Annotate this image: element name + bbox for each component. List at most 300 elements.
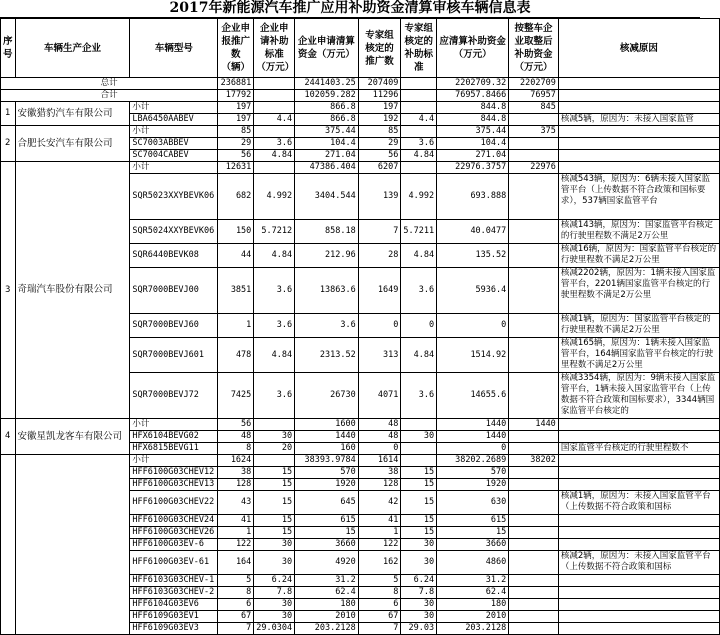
final-fund	[509, 527, 559, 539]
final-fund: 1440	[509, 419, 559, 431]
expert-qty: 56	[358, 150, 401, 162]
expert-std: 30	[401, 551, 437, 575]
vehicle-model: 小计	[130, 455, 218, 467]
reported-qty: 3851	[218, 268, 254, 314]
expert-std: 30	[401, 539, 437, 551]
expert-qty: 48	[358, 431, 401, 443]
vehicle-model: SQR7000BEVJ60	[130, 314, 218, 338]
expert-std	[401, 455, 437, 467]
reduction-reason: 核减165辆，原因为：1辆未接入国家监管平台，164辆国家监管平台核定的行驶里程数不满足2万公里	[558, 338, 719, 373]
reported-qty: 1	[218, 314, 254, 338]
expert-qty: 5	[358, 575, 401, 587]
reduction-reason	[558, 138, 719, 150]
header-company: 车辆生产企业	[15, 19, 130, 78]
applied-fund: 38393.9784	[295, 455, 359, 467]
expert-qty: 162	[358, 551, 401, 575]
expert-std: 4.992	[401, 174, 437, 220]
fund-due: 844.8	[437, 114, 509, 126]
applied-fund: 180	[295, 599, 359, 611]
apply-std: 3.6	[254, 268, 295, 314]
expert-std: 6.24	[401, 575, 437, 587]
apply-std: 29.0304	[254, 623, 295, 635]
reduction-reason	[558, 575, 719, 587]
subtotal-final: 76957	[509, 90, 559, 102]
expert-std: 15	[401, 491, 437, 515]
company-subtotal-row	[1, 126, 720, 138]
fund-due: 1440	[437, 419, 509, 431]
subtotal-label: 合计	[1, 90, 218, 102]
reported-qty: 48	[218, 431, 254, 443]
applied-fund: 2010	[295, 611, 359, 623]
applied-fund: 47386.404	[295, 162, 359, 174]
apply-std: 3.6	[254, 314, 295, 338]
final-fund	[509, 338, 559, 373]
total-final: 2202709	[509, 78, 559, 90]
expert-std: 29.03	[401, 623, 437, 635]
expert-qty: 48	[358, 419, 401, 431]
fund-due: 104.4	[437, 138, 509, 150]
applied-fund: 15	[295, 527, 359, 539]
header-reason: 核减原因	[558, 19, 719, 78]
final-fund	[509, 623, 559, 635]
reported-qty: 122	[218, 539, 254, 551]
final-fund	[509, 491, 559, 515]
applied-fund: 203.2128	[295, 623, 359, 635]
header-reported-qty: 企业申报推广数（辆）	[218, 19, 254, 78]
apply-std: 30	[254, 611, 295, 623]
reported-qty: 29	[218, 138, 254, 150]
reported-qty: 44	[218, 244, 254, 268]
total-label: 总计	[1, 78, 218, 90]
fund-due: 180	[437, 599, 509, 611]
reported-qty: 197	[218, 114, 254, 126]
expert-std: 15	[401, 479, 437, 491]
company-no	[1, 455, 16, 635]
expert-std: 15	[401, 527, 437, 539]
final-fund	[509, 150, 559, 162]
final-fund	[509, 599, 559, 611]
header-std: 企业申请补助标准（万元）	[254, 19, 295, 78]
apply-std	[254, 455, 295, 467]
apply-std: 15	[254, 467, 295, 479]
apply-std: 7.8	[254, 587, 295, 599]
reported-qty: 478	[218, 338, 254, 373]
applied-fund: 4920	[295, 551, 359, 575]
reduction-reason: 核减5辆，原因为：未接入国家监管	[558, 114, 719, 126]
vehicle-model: HFF6100G03CHEV22	[130, 491, 218, 515]
final-fund: 845	[509, 102, 559, 114]
subsidy-table	[0, 18, 720, 635]
apply-std: 15	[254, 527, 295, 539]
applied-fund: 62.4	[295, 587, 359, 599]
apply-std	[254, 126, 295, 138]
fund-due: 271.04	[437, 150, 509, 162]
reported-qty: 7	[218, 623, 254, 635]
reported-qty: 5	[218, 575, 254, 587]
reduction-reason: 核减143辆，原因为：国家监管平台核定的行驶里程数不满足2万公里	[558, 220, 719, 244]
fund-due: 0	[437, 314, 509, 338]
total-applied-fund: 2441403.25	[295, 78, 359, 90]
expert-std	[401, 102, 437, 114]
total-reported-qty: 236881	[218, 78, 254, 90]
header-model: 车辆型号	[130, 19, 218, 78]
expert-std: 30	[401, 431, 437, 443]
vehicle-model: HFF6100G03CHEV13	[130, 479, 218, 491]
apply-std: 3.6	[254, 138, 295, 150]
vehicle-model: HFF6103G03CHEV-2	[130, 587, 218, 599]
fund-due: 375.44	[437, 126, 509, 138]
expert-std	[401, 162, 437, 174]
vehicle-model: LBA6450AABEV	[130, 114, 218, 126]
applied-fund: 570	[295, 467, 359, 479]
apply-std: 15	[254, 491, 295, 515]
applied-fund: 866.8	[295, 102, 359, 114]
reduction-reason	[558, 623, 719, 635]
fund-due: 22976.3757	[437, 162, 509, 174]
reported-qty: 1624	[218, 455, 254, 467]
fund-due: 844.8	[437, 102, 509, 114]
reduction-reason	[558, 431, 719, 443]
reduction-reason: 国家监管平台核定的行驶里程数不	[558, 443, 719, 455]
applied-fund: 866.8	[295, 114, 359, 126]
expert-std: 3.6	[401, 268, 437, 314]
expert-qty: 4071	[358, 373, 401, 419]
fund-due: 40.0477	[437, 220, 509, 244]
fund-due: 615	[437, 515, 509, 527]
vehicle-model: HFF6100G03EV-6	[130, 539, 218, 551]
company-name	[15, 455, 130, 635]
expert-std: 30	[401, 599, 437, 611]
company-name: 合肥长安汽车有限公司	[15, 126, 130, 162]
apply-std	[254, 102, 295, 114]
subtotal-expert-qty: 11296	[358, 90, 401, 102]
reported-qty: 41	[218, 515, 254, 527]
company-no: 3	[1, 162, 16, 419]
apply-std	[254, 162, 295, 174]
expert-qty: 192	[358, 114, 401, 126]
vehicle-model: HFX6815BEVG11	[130, 443, 218, 455]
fund-due: 135.52	[437, 244, 509, 268]
expert-qty: 41	[358, 515, 401, 527]
apply-std: 30	[254, 551, 295, 575]
company-subtotal-row	[1, 162, 720, 174]
final-fund	[509, 244, 559, 268]
expert-std	[401, 126, 437, 138]
applied-fund: 1440	[295, 431, 359, 443]
vehicle-model: HFF6109G03EV1	[130, 611, 218, 623]
total-row	[1, 78, 720, 90]
fund-due: 2010	[437, 611, 509, 623]
vehicle-model: SQR6440BEVK08	[130, 244, 218, 268]
vehicle-model: 小计	[130, 162, 218, 174]
apply-std: 30	[254, 539, 295, 551]
reduction-reason	[558, 527, 719, 539]
applied-fund: 615	[295, 515, 359, 527]
fund-due: 570	[437, 467, 509, 479]
vehicle-model: HFF6100G03CHEV26	[130, 527, 218, 539]
fund-due: 1920	[437, 479, 509, 491]
fund-due: 15	[437, 527, 509, 539]
vehicle-model: SC7004CABEV	[130, 150, 218, 162]
company-name: 安徽猎豹汽车有限公司	[15, 102, 130, 126]
expert-qty: 0	[358, 443, 401, 455]
reduction-reason	[558, 467, 719, 479]
subtotal-fund-due: 76957.8466	[437, 90, 509, 102]
total-fund-due: 2202709.32	[437, 78, 509, 90]
company-name: 奇瑞汽车股份有限公司	[15, 162, 130, 419]
expert-std: 4.84	[401, 150, 437, 162]
reported-qty: 56	[218, 419, 254, 431]
vehicle-model: SC7003ABBEV	[130, 138, 218, 150]
expert-qty: 128	[358, 479, 401, 491]
reported-qty: 150	[218, 220, 254, 244]
expert-qty: 42	[358, 491, 401, 515]
expert-qty: 0	[358, 314, 401, 338]
reduction-reason: 核减2辆，原因为：未接入国家监管平台（上传数据不符合政策和国标	[558, 551, 719, 575]
fund-due: 0	[437, 443, 509, 455]
header-fund-due: 应清算补助资金（万元）	[437, 19, 509, 78]
expert-qty: 6207	[358, 162, 401, 174]
reduction-reason	[558, 587, 719, 599]
final-fund	[509, 220, 559, 244]
expert-qty: 1649	[358, 268, 401, 314]
reported-qty: 682	[218, 174, 254, 220]
fund-due: 62.4	[437, 587, 509, 599]
reduction-reason: 核减1辆，原因为：未接入国家监管平台（上传数据不符合政策和国标	[558, 491, 719, 515]
applied-fund: 3.6	[295, 314, 359, 338]
expert-std: 4.84	[401, 338, 437, 373]
vehicle-model: HFF6103G03CHEV-1	[130, 575, 218, 587]
company-subtotal-row	[1, 102, 720, 114]
apply-std	[254, 419, 295, 431]
final-fund	[509, 431, 559, 443]
expert-std: 3.6	[401, 373, 437, 419]
vehicle-model: HFF6100G03EV-61	[130, 551, 218, 575]
reported-qty: 197	[218, 102, 254, 114]
reduction-reason	[558, 419, 719, 431]
vehicle-model: 小计	[130, 126, 218, 138]
apply-std: 20	[254, 443, 295, 455]
reduction-reason	[558, 611, 719, 623]
fund-due: 693.888	[437, 174, 509, 220]
final-fund	[509, 373, 559, 419]
expert-qty: 1614	[358, 455, 401, 467]
final-fund	[509, 515, 559, 527]
fund-due: 1440	[437, 431, 509, 443]
applied-fund: 2313.52	[295, 338, 359, 373]
total-expert-qty: 207409	[358, 78, 401, 90]
expert-qty: 139	[358, 174, 401, 220]
fund-due: 4860	[437, 551, 509, 575]
vehicle-model: HFX6104BEVG02	[130, 431, 218, 443]
applied-fund: 26730	[295, 373, 359, 419]
vehicle-model: HFF6104G03EV6	[130, 599, 218, 611]
final-fund	[509, 467, 559, 479]
vehicle-model: HFF6109G03EV3	[130, 623, 218, 635]
apply-std: 4.84	[254, 338, 295, 373]
applied-fund: 271.04	[295, 150, 359, 162]
vehicle-model: SQR7000BEVJ00	[130, 268, 218, 314]
reduction-reason	[558, 162, 719, 174]
apply-std: 30	[254, 431, 295, 443]
subtotal-row	[1, 90, 720, 102]
fund-due: 38202.2689	[437, 455, 509, 467]
company-name: 安徽星凯龙客车有限公司	[15, 419, 130, 455]
final-fund: 22976	[509, 162, 559, 174]
header-expert-qty: 专家组核定的推广数	[358, 19, 401, 78]
header-expert-std: 专家组核定的补助标准	[401, 19, 437, 78]
final-fund	[509, 587, 559, 599]
reduction-reason	[558, 539, 719, 551]
expert-std: 0	[401, 314, 437, 338]
final-fund: 375	[509, 126, 559, 138]
expert-std: 4.4	[401, 114, 437, 126]
expert-std: 4.84	[401, 244, 437, 268]
applied-fund: 160	[295, 443, 359, 455]
reduction-reason	[558, 515, 719, 527]
apply-std: 15	[254, 515, 295, 527]
applied-fund: 104.4	[295, 138, 359, 150]
reported-qty: 8	[218, 443, 254, 455]
apply-std: 30	[254, 599, 295, 611]
reported-qty: 1	[218, 527, 254, 539]
reduction-reason: 核减2202辆，原因为：1辆未接入国家监管平台，2201辆国家监管平台核定的行驶里程数不满足2万公里	[558, 268, 719, 314]
vehicle-model: SQR5024XXYBEVK06	[130, 220, 218, 244]
final-fund	[509, 575, 559, 587]
subtotal-reported-qty: 17792	[218, 90, 254, 102]
expert-qty: 7	[358, 220, 401, 244]
subtotal-applied-fund: 102059.282	[295, 90, 359, 102]
reduction-reason: 核减3354辆，原因为：9辆未接入国家监管平台，1辆未接入国家监管平台（上传数据不符合政策和国标要求），3344辆国家监管平台核定的	[558, 373, 719, 419]
final-fund	[509, 551, 559, 575]
expert-std: 15	[401, 515, 437, 527]
reduction-reason	[558, 599, 719, 611]
expert-qty: 38	[358, 467, 401, 479]
header-no: 序号	[1, 19, 16, 78]
final-fund	[509, 611, 559, 623]
expert-qty: 6	[358, 599, 401, 611]
header-applied-fund: 企业申请清算资金（万元）	[295, 19, 359, 78]
page-title: 2017年新能源汽车推广应用补助资金清算审核车辆信息表	[0, 0, 700, 18]
reported-qty: 12631	[218, 162, 254, 174]
final-fund: 38202	[509, 455, 559, 467]
reduction-reason	[558, 479, 719, 491]
expert-qty: 313	[358, 338, 401, 373]
vehicle-model: SQR7000BEVJ601	[130, 338, 218, 373]
applied-fund: 645	[295, 491, 359, 515]
apply-std: 4.992	[254, 174, 295, 220]
reported-qty: 7425	[218, 373, 254, 419]
final-fund	[509, 479, 559, 491]
reported-qty: 85	[218, 126, 254, 138]
expert-std: 3.6	[401, 138, 437, 150]
apply-std: 4.84	[254, 244, 295, 268]
final-fund	[509, 314, 559, 338]
company-no: 2	[1, 126, 16, 162]
expert-std	[401, 443, 437, 455]
applied-fund: 1600	[295, 419, 359, 431]
final-fund	[509, 443, 559, 455]
header-row	[1, 19, 720, 78]
vehicle-model: HFF6100G03CHEV12	[130, 467, 218, 479]
final-fund	[509, 268, 559, 314]
expert-std: 15	[401, 467, 437, 479]
expert-std: 5.7211	[401, 220, 437, 244]
vehicle-model: SQR5023XXYBEVK06	[130, 174, 218, 220]
company-subtotal-row	[1, 455, 720, 467]
applied-fund: 31.2	[295, 575, 359, 587]
apply-std: 6.24	[254, 575, 295, 587]
fund-due: 31.2	[437, 575, 509, 587]
expert-qty: 197	[358, 102, 401, 114]
fund-due: 5936.4	[437, 268, 509, 314]
expert-qty: 28	[358, 244, 401, 268]
reduction-reason	[558, 455, 719, 467]
fund-due: 203.2128	[437, 623, 509, 635]
final-fund	[509, 539, 559, 551]
company-no: 1	[1, 102, 16, 126]
expert-qty: 85	[358, 126, 401, 138]
vehicle-model: HFF6100G03CHEV24	[130, 515, 218, 527]
applied-fund: 13863.6	[295, 268, 359, 314]
applied-fund: 1920	[295, 479, 359, 491]
applied-fund: 3660	[295, 539, 359, 551]
expert-qty: 29	[358, 138, 401, 150]
reported-qty: 6	[218, 599, 254, 611]
applied-fund: 375.44	[295, 126, 359, 138]
reduction-reason: 核减16辆，原因为：国家监管平台核定的行驶里程数不满足2万公里	[558, 244, 719, 268]
applied-fund: 3404.544	[295, 174, 359, 220]
expert-qty: 67	[358, 611, 401, 623]
reported-qty: 164	[218, 551, 254, 575]
apply-std: 3.6	[254, 373, 295, 419]
expert-qty: 8	[358, 587, 401, 599]
apply-std: 4.4	[254, 114, 295, 126]
expert-qty: 1	[358, 527, 401, 539]
apply-std: 15	[254, 479, 295, 491]
vehicle-model: SQR7000BEVJ72	[130, 373, 218, 419]
expert-qty: 122	[358, 539, 401, 551]
fund-due: 3660	[437, 539, 509, 551]
reported-qty: 8	[218, 587, 254, 599]
vehicle-model: 小计	[130, 419, 218, 431]
fund-due: 630	[437, 491, 509, 515]
reported-qty: 128	[218, 479, 254, 491]
reported-qty: 43	[218, 491, 254, 515]
apply-std: 4.84	[254, 150, 295, 162]
final-fund	[509, 138, 559, 150]
applied-fund: 858.18	[295, 220, 359, 244]
final-fund	[509, 174, 559, 220]
company-subtotal-row	[1, 419, 720, 431]
company-no: 4	[1, 419, 16, 455]
expert-std	[401, 419, 437, 431]
vehicle-model: 小计	[130, 102, 218, 114]
applied-fund: 212.96	[295, 244, 359, 268]
header-final-fund: 按整车企业取整后补助资金（万元）	[509, 19, 559, 78]
reduction-reason	[558, 102, 719, 114]
fund-due: 14655.6	[437, 373, 509, 419]
expert-qty: 7	[358, 623, 401, 635]
reduction-reason	[558, 150, 719, 162]
expert-std: 7.8	[401, 587, 437, 599]
apply-std: 5.7212	[254, 220, 295, 244]
expert-std: 30	[401, 611, 437, 623]
reduction-reason	[558, 126, 719, 138]
fund-due: 1514.92	[437, 338, 509, 373]
reported-qty: 38	[218, 467, 254, 479]
reduction-reason: 核减1辆，原因为：国家监管平台核定的行驶里程数不满足2万公里	[558, 314, 719, 338]
